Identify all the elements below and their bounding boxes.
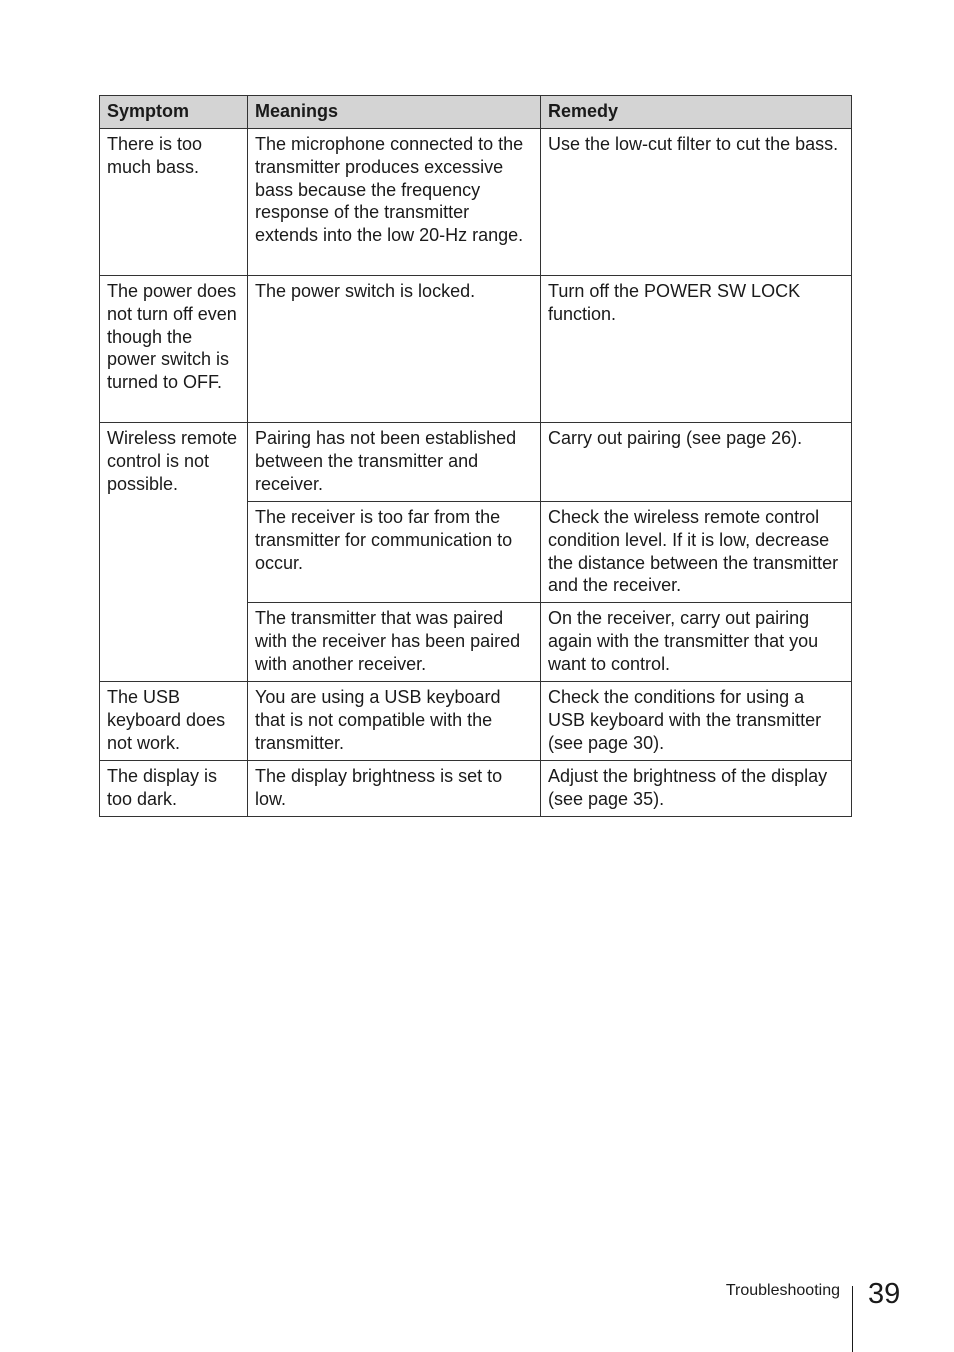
remedy-cell: Check the conditions for using a USB keyboard with the transmitter (see page 30). [541,682,852,761]
meaning-cell: You are using a USB keyboard that is not compatible with the transmitter. [248,682,541,761]
table-row [100,761,852,817]
troubleshooting-table [99,95,852,817]
page-number: 39 [868,1278,901,1310]
table-header-row [100,96,852,129]
symptom-cell: The power does not turn off even though the power switch is turned to OFF. [100,276,248,423]
remedy-cell: Carry out pairing (see page 26). [541,423,852,502]
remedy-cell: On the receiver, carry out pairing again with the transmitter that you want to control. [541,603,852,682]
meaning-cell: The power switch is locked. [248,276,541,423]
symptom-cell: The USB keyboard does not work. [100,682,248,761]
table-row [100,682,852,761]
meaning-cell: The receiver is too far from the transmitter for communication to occur. [248,502,541,603]
table-row [100,276,852,423]
table-row [100,423,852,502]
meaning-cell: The transmitter that was paired with the receiver has been paired with another receiver. [248,603,541,682]
meaning-cell: The display brightness is set to low. [248,761,541,817]
remedy-cell: Adjust the brightness of the display (see page 35). [541,761,852,817]
meaning-cell: The microphone connected to the transmitter produces excessive bass because the frequency response of the transmitter extends into the low 20-Hz range. [248,129,541,276]
remedy-cell: Turn off the POWER SW LOCK function. [541,276,852,423]
remedy-cell: Use the low-cut filter to cut the bass. [541,129,852,276]
column-header-meanings: Meanings [248,96,541,129]
symptom-cell: There is too much bass. [100,129,248,276]
column-header-symptom: Symptom [100,96,248,129]
column-header-remedy: Remedy [541,96,852,129]
meaning-cell: Pairing has not been established between the transmitter and receiver. [248,423,541,502]
footer-divider [852,1286,853,1352]
symptom-cell: Wireless remote control is not possible. [100,423,248,682]
table-row [100,129,852,276]
footer-section-label: Troubleshooting [725,1282,840,1299]
symptom-cell: The display is too dark. [100,761,248,817]
remedy-cell: Check the wireless remote control condition level. If it is low, decrease the distance between the transmitter and the receiver. [541,502,852,603]
